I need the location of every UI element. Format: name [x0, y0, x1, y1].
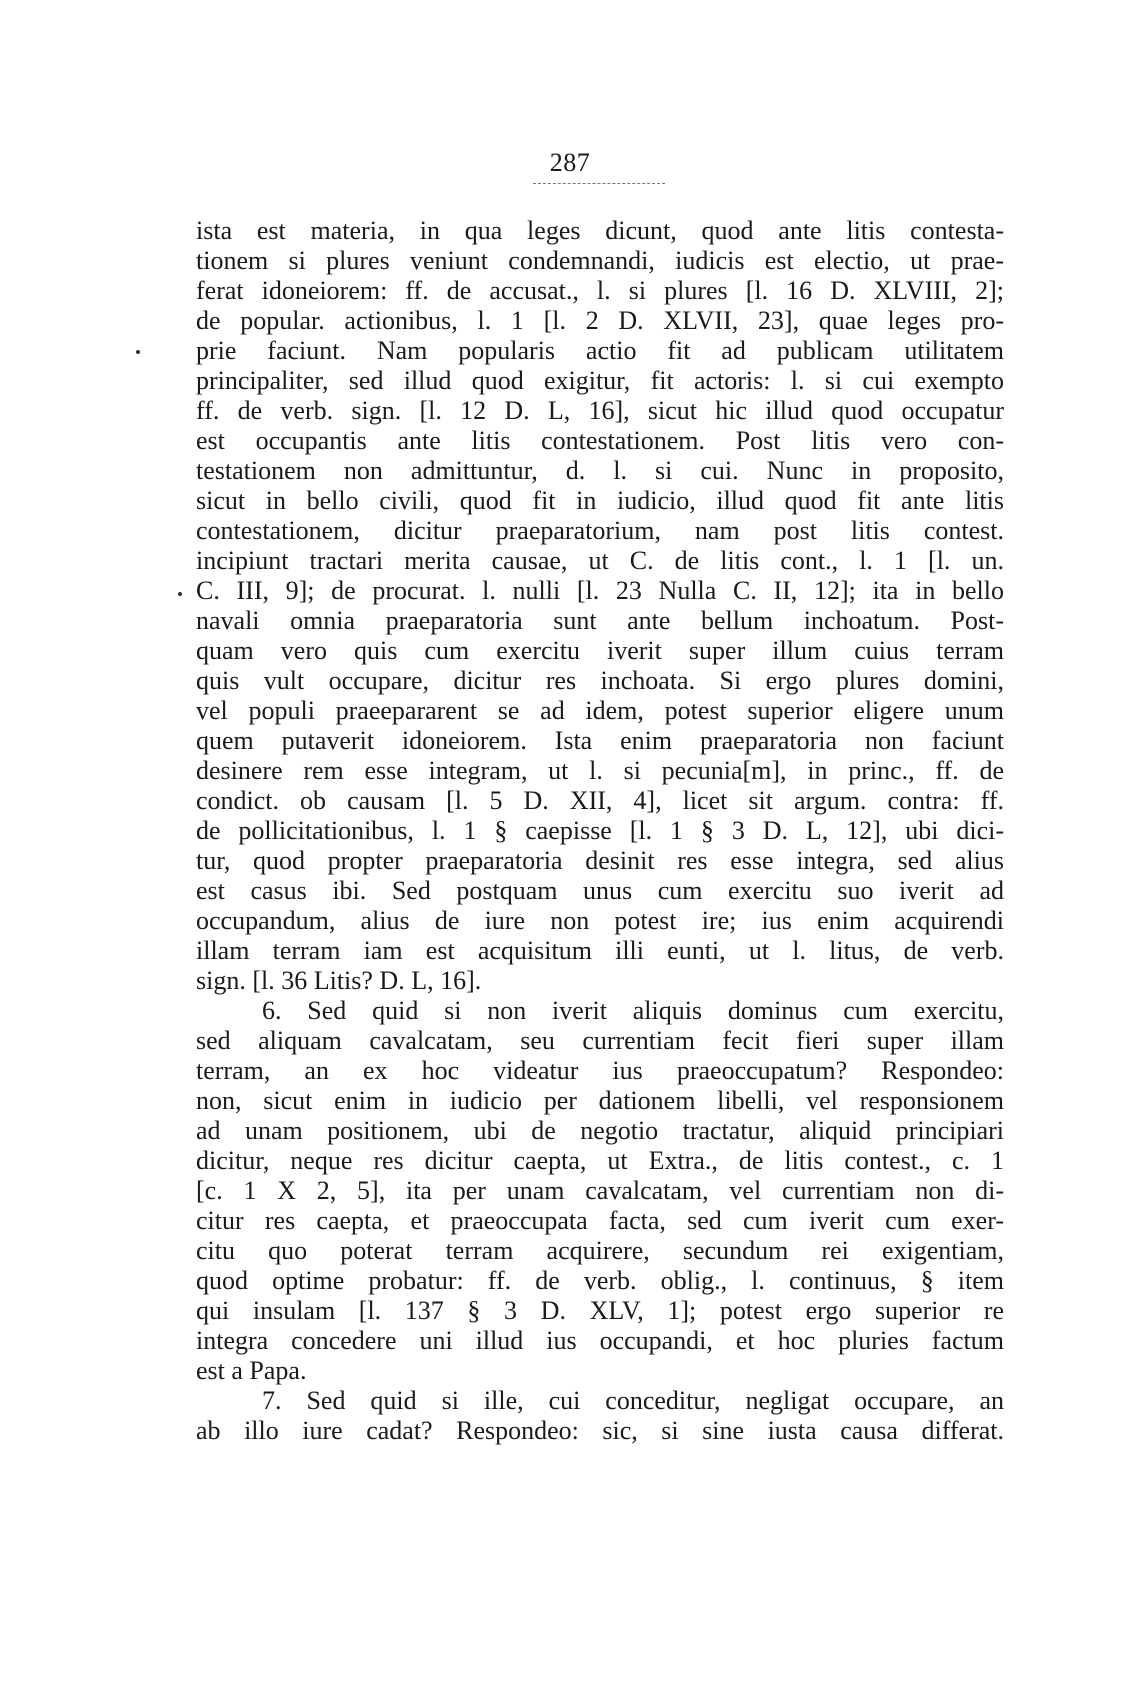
text-line: de popular. actionibus, l. 1 [l. 2 D. XLVII, 23], quae leges pro-	[196, 306, 1004, 335]
text-line: est a Papa.	[196, 1356, 307, 1385]
text-line: de pollicitationibus, l. 1 § caepisse [l. 1 § 3 D. L, 12], ubi dici-	[196, 816, 1004, 845]
text-line: est occupantis ante litis contestationem. Post litis vero con-	[196, 426, 1004, 455]
paragraph-6-start: 6. Sed quid si non iverit aliquis dominus cum exercitu,	[262, 996, 1004, 1025]
text-line: tionem si plures veniunt condemnandi, iudicis est electio, ut prae-	[196, 246, 1004, 275]
margin-mark	[136, 350, 140, 354]
margin-mark	[178, 592, 182, 596]
text-line: qui insulam [l. 137 § 3 D. XLV, 1]; potest ergo superior re	[196, 1296, 1004, 1325]
text-line: navali omnia praeparatoria sunt ante bellum inchoatum. Post-	[196, 606, 1004, 635]
text-line: ista est materia, in qua leges dicunt, quod ante litis contesta-	[196, 216, 1004, 245]
text-line: citur res caepta, et praeoccupata facta, sed cum iverit cum exer-	[196, 1206, 1004, 1235]
text-line: tur, quod propter praeparatoria desinit res esse integra, sed alius	[196, 846, 1004, 875]
text-line: ff. de verb. sign. [l. 12 D. L, 16], sicut hic illud quod occupatur	[196, 396, 1004, 425]
text-line: sed aliquam cavalcatam, seu currentiam fecit fieri super illam	[196, 1026, 1004, 1055]
text-line: desinere rem esse integram, ut l. si pecunia[m], in princ., ff. de	[196, 756, 1004, 785]
text-line: sign. [l. 36 Litis? D. L, 16].	[196, 966, 482, 995]
text-line: integra concedere uni illud ius occupandi, et hoc pluries factum	[196, 1326, 1004, 1355]
page-number: 287	[549, 148, 591, 177]
text-line: vel populi praeepararent se ad idem, potest superior eligere unum	[196, 696, 1004, 725]
text-line: principaliter, sed illud quod exigitur, fit actoris: l. si cui exempto	[196, 366, 1004, 395]
text-line: ad unam positionem, ubi de negotio tractatur, aliquid principiari	[196, 1116, 1004, 1145]
text-line: C. III, 9]; de procurat. l. nulli [l. 23 Nulla C. II, 12]; ita in bello	[196, 576, 1004, 605]
header-rule	[533, 183, 665, 184]
text-line: occupandum, alius de iure non potest ire; ius enim acquirendi	[196, 906, 1004, 935]
text-line: quod optime probatur: ff. de verb. oblig., l. continuus, § item	[196, 1266, 1004, 1295]
text-line: quam vero quis cum exercitu iverit super illum cuius terram	[196, 636, 1004, 665]
text-line: ab illo iure cadat? Respondeo: sic, si sine iusta causa differat.	[196, 1416, 1004, 1445]
text-line: non, sicut enim in iudicio per dationem libelli, vel responsionem	[196, 1086, 1004, 1115]
text-line: contestationem, dicitur praeparatorium, nam post litis contest.	[196, 516, 1004, 545]
text-line: ferat idoneiorem: ff. de accusat., l. si plures [l. 16 D. XLVIII, 2];	[196, 276, 1004, 305]
text-line: quis vult occupare, dicitur res inchoata. Si ergo plures domini,	[196, 666, 1004, 695]
text-line: incipiunt tractari merita causae, ut C. de litis cont., l. 1 [l. un.	[196, 546, 1004, 575]
text-line: est casus ibi. Sed postquam unus cum exercitu suo iverit ad	[196, 876, 1004, 905]
text-line: dicitur, neque res dicitur caepta, ut Extra., de litis contest., c. 1	[196, 1146, 1004, 1175]
text-line: testationem non admittuntur, d. l. si cui. Nunc in proposito,	[196, 456, 1004, 485]
text-line: prie faciunt. Nam popularis actio fit ad publicam utilitatem	[196, 336, 1004, 365]
text-line: [c. 1 X 2, 5], ita per unam cavalcatam, vel currentiam non di-	[196, 1176, 1004, 1205]
text-line: condict. ob causam [l. 5 D. XII, 4], licet sit argum. contra: ff.	[196, 786, 1004, 815]
text-line: terram, an ex hoc videatur ius praeoccupatum? Respondeo:	[196, 1056, 1004, 1085]
text-line: citu quo poterat terram acquirere, secundum rei exigentiam,	[196, 1236, 1004, 1265]
paragraph-7-start: 7. Sed quid si ille, cui conceditur, negligat occupare, an	[262, 1386, 1004, 1415]
text-line: sicut in bello civili, quod fit in iudicio, illud quod fit ante litis	[196, 486, 1004, 515]
text-line: quem putaverit idoneiorem. Ista enim praeparatoria non faciunt	[196, 726, 1004, 755]
text-line: illam terram iam est acquisitum illi eunti, ut l. litus, de verb.	[196, 936, 1004, 965]
